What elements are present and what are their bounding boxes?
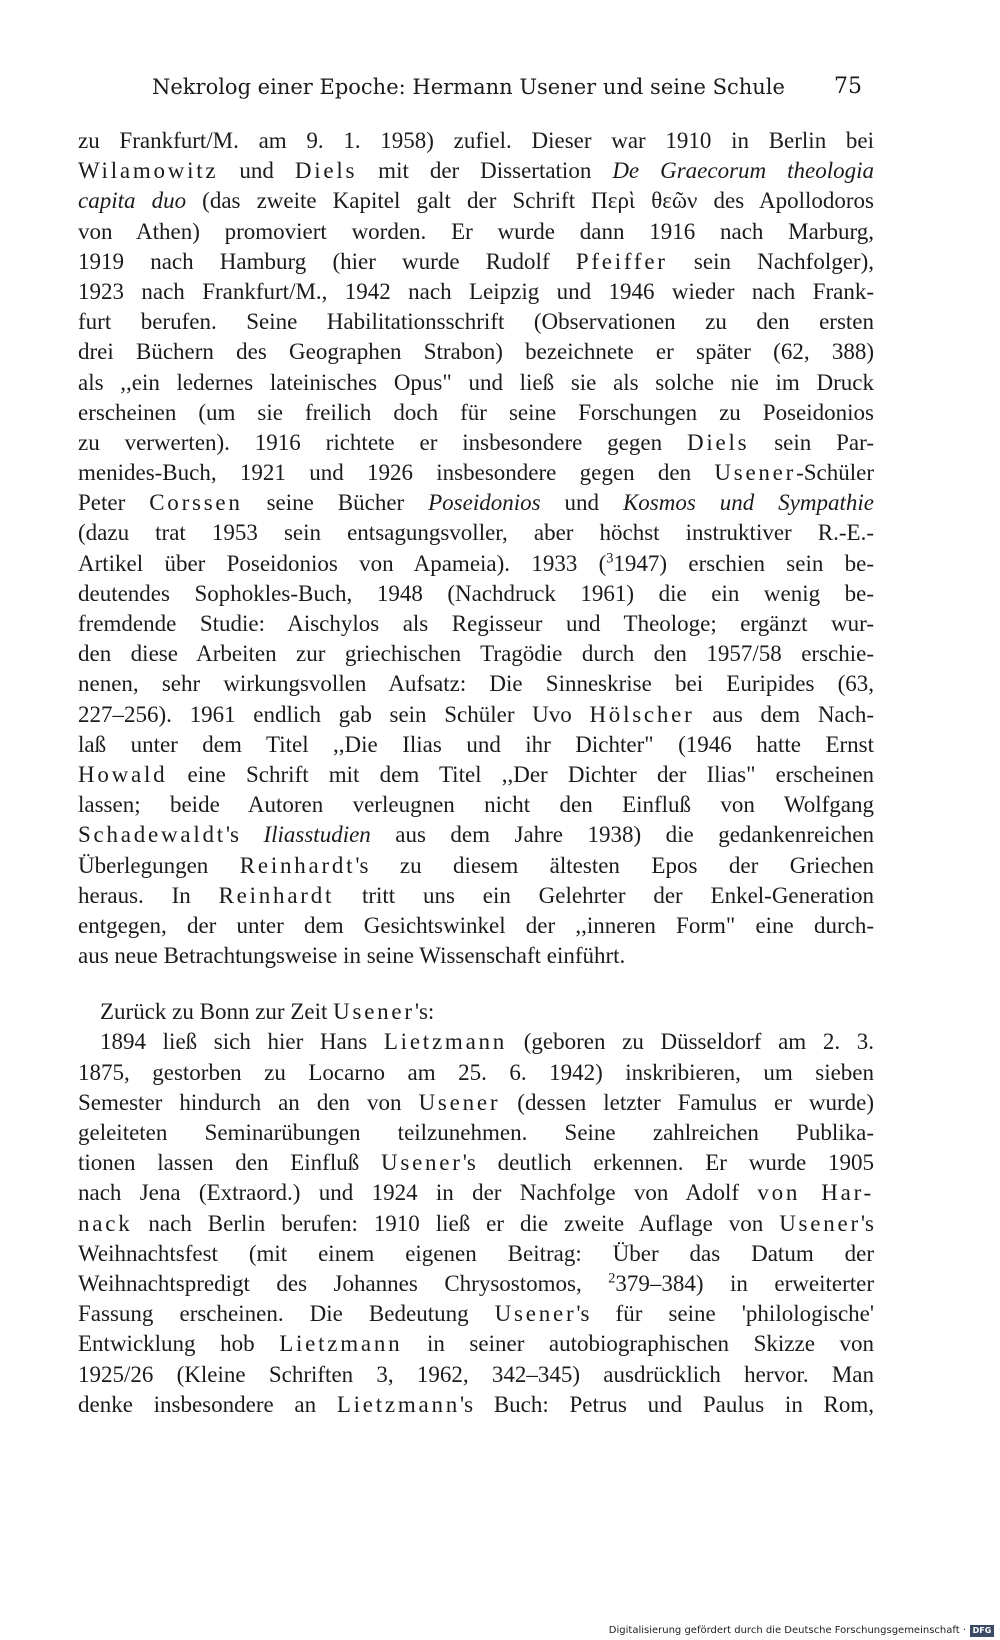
text-line: 227–256). 1961 endlich gab sein Schüler Uvo Hölscher aus dem Nach- [78, 701, 875, 727]
work-title: Poseidonios [428, 490, 541, 516]
author-name: Lietzmann [279, 1331, 403, 1357]
author-name: Reinhardt [239, 852, 356, 878]
text-line: 1923 nach Frankfurt/M., 1942 nach Leipzig und 1946 wieder nach Frank- [78, 278, 874, 304]
text-line: Weihnachtspredigt des Johannes Chrysostomos, $^2$379–384) in erweiterter [78, 1270, 874, 1296]
text-line: 1919 nach Hamburg (hier wurde Rudolf Pfeiffer sein Nachfolger), [78, 248, 875, 274]
text-line: 1875, gestorben zu Locarno am 25. 6. 1942) inskribieren, um sieben [78, 1059, 874, 1085]
text-line: lassen; beide Autoren verleugnen nicht den Einfluß von Wolfgang [78, 792, 874, 818]
text-line: fremdende Studie: Aischylos als Regisseur und Theologe; ergänzt wur- [78, 611, 874, 636]
text-line: Artikel über Poseidonios von Apameia). 1933 ($^3$1947) erschien sein be- [78, 549, 875, 576]
dfg-logo: DFG [970, 1625, 994, 1637]
author-name: Lietzmann [383, 1029, 508, 1055]
edition-superscript: 3 [606, 549, 614, 566]
text-line: nenen, sehr wirkungsvollen Aufsatz: Die Sinneskrise bei Euripides (63, [78, 671, 874, 697]
work-title: Kosmos und Sympathie [622, 490, 874, 516]
text-line: von Athen) promoviert worden. Er wurde dann 1916 nach Marburg, [78, 218, 874, 244]
text-line: menides-Buch, 1921 und 1926 insbesondere gegen den Usener-Schüler [78, 460, 874, 486]
text-line: Entwicklung hob Lietzmann in seiner autobiographischen Skizze von [78, 1331, 874, 1357]
text-line: als ,,ein ledernes lateinisches Opus" und ließ sie als solche nie im Druck [78, 369, 874, 395]
work-title: capita duo [78, 188, 187, 214]
author-name: Reinhardt [218, 882, 335, 908]
text-line: nack nach Berlin berufen: 1910 ließ er die zweite Auflage von Usener's [78, 1210, 874, 1236]
text-line: entgegen, der unter dem Gesichtswinkel der ,,inneren Form" eine durch- [78, 912, 874, 938]
text-line: Wilamowitz und Diels mit der Dissertation De Graecorum theologia [78, 158, 875, 184]
author-name: Howald [78, 761, 168, 787]
text-line: 1894 ließ sich hier Hans Lietzmann (geboren zu Düsseldorf am 2. 3. [100, 1029, 874, 1055]
digitization-credit [609, 1624, 994, 1638]
text-line: geleiteten Seminarübungen teilzunehmen. Seine zahlreichen Publika- [78, 1120, 874, 1145]
author-name: Lietzmann [336, 1391, 461, 1417]
text-line: Peter Corssen seine Bücher Poseidonios und Kosmos und Sympathie [78, 490, 874, 516]
author-name: Schadewaldt [78, 822, 226, 848]
text-line: den diese Arbeiten zur griechischen Tragödie durch den 1957/58 erschie- [78, 641, 874, 667]
author-name: Diels [294, 158, 358, 184]
author-name: Pfeiffer [575, 248, 668, 274]
text-line: 1925/26 (Kleine Schriften 3, 1962, 342–345) ausdrücklich hervor. Man [78, 1361, 874, 1387]
page-number: 75 [834, 74, 862, 99]
text-line: drei Büchern des Geographen Strabon) bezeichnete er später (62, 388) [78, 339, 874, 365]
text-line: Howald eine Schrift mit dem Titel ,,Der Dichter der Ilias" erscheinen [78, 761, 874, 787]
page-header [152, 70, 862, 104]
text-line: erscheinen (um sie freilich doch für seine Forschungen zu Poseidonios [78, 399, 874, 425]
author-name: Usener [418, 1089, 501, 1115]
running-title: Nekrolog einer Epoche: Hermann Usener und seine Schule [152, 75, 785, 99]
author-name: Usener [714, 460, 797, 486]
author-name: Corssen [149, 490, 243, 516]
text-line: deutendes Sophokles-Buch, 1948 (Nachdruck 1961) die ein wenig be- [78, 580, 874, 606]
text-line: zu verwerten). 1916 richtete er insbesondere gegen Diels sein Par- [78, 429, 874, 455]
text-line: Semester hindurch an den von Usener (dessen letzter Famulus er wurde) [78, 1089, 875, 1115]
author-name: Usener [779, 1210, 861, 1236]
work-title: De Graecorum theologia [612, 158, 875, 184]
text-line: (dazu trat 1953 sein entsagungsvoller, aber höchst instruktiver R.-E.- [78, 520, 874, 546]
text-line: tionen lassen den Einfluß Usener's deutlich erkennen. Er wurde 1905 [78, 1150, 874, 1176]
author-name: Hölscher [589, 701, 695, 727]
author-name: Usener [333, 999, 415, 1025]
author-name: Diels [686, 429, 750, 455]
text-line: aus neue Betrachtungsweise in seine Wissenschaft einführt. [78, 943, 626, 969]
author-name: nack [78, 1210, 133, 1236]
work-title: Iliasstudien [263, 822, 371, 848]
text-line: Weihnachtsfest (mit einem eigenen Beitrag: Über das Datum der [78, 1240, 874, 1266]
author-name: von Har- [757, 1180, 874, 1206]
author-name: Usener [381, 1150, 463, 1176]
author-name: Usener [494, 1301, 577, 1327]
text-line: Fassung erscheinen. Die Bedeutung Usener's für seine 'philologische' [78, 1301, 875, 1327]
text-line: laß unter dem Titel ,,Die Ilias und ihr Dichter" (1946 hatte Ernst [78, 731, 874, 757]
text-line: heraus. In Reinhardt tritt uns ein Gelehrter der Enkel-Generation [78, 882, 874, 908]
text-line: Schadewaldt's Iliasstudien aus dem Jahre 1938) die gedankenreichen [78, 822, 874, 848]
text-line: zu Frankfurt/M. am 9. 1. 1958) zufiel. Dieser war 1910 in Berlin bei [78, 128, 874, 153]
paragraph-gap [78, 971, 874, 997]
body-text [78, 126, 874, 1420]
text-line: Überlegungen Reinhardt's zu diesem ältesten Epos der Griechen [78, 852, 874, 878]
text-line: capita duo (das zweite Kapitel galt der Schrift Περὶ θεῶν des Apollodoros [78, 188, 874, 214]
text-line: denke insbesondere an Lietzmann's Buch: Petrus und Paulus in Rom, [78, 1391, 875, 1417]
author-name: Wilamowitz [78, 158, 219, 184]
text-line: nach Jena (Extraord.) und 1924 in der Nachfolge von Adolf von Har- [78, 1180, 874, 1206]
edition-superscript: 2 [608, 1270, 616, 1287]
text-line: furt berufen. Seine Habilitationsschrift (Observationen zu den ersten [78, 309, 874, 335]
credit-text: Digitalisierung gefördert durch die Deutsche Forschungsgemeinschaft · [608, 1625, 966, 1636]
section-heading: Zurück zu Bonn zur Zeit Usener's: [100, 999, 435, 1025]
